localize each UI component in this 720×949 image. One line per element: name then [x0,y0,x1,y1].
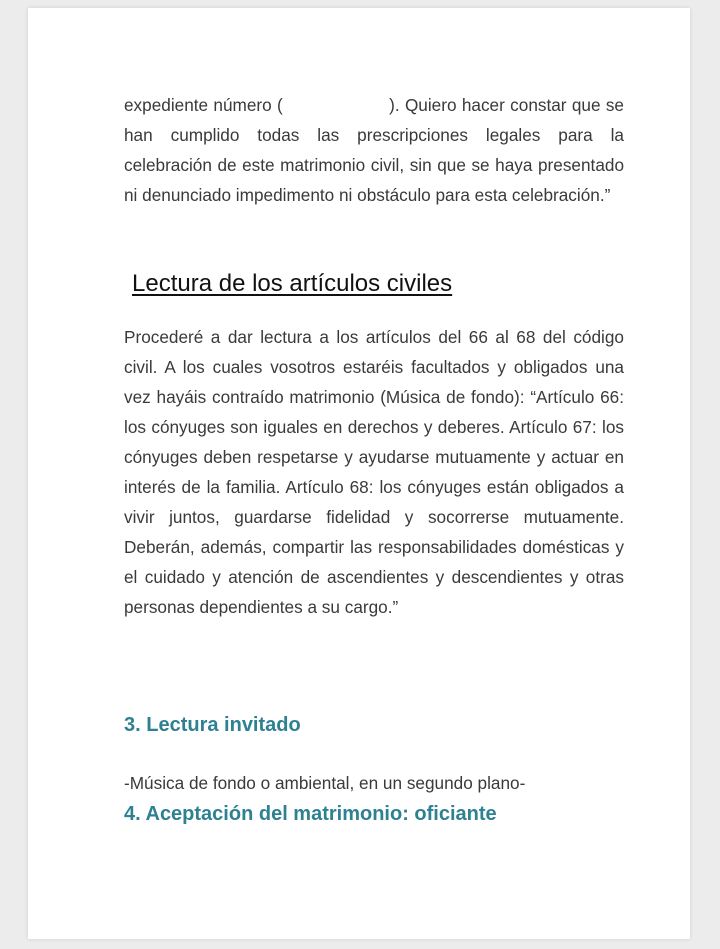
heading-aceptacion-matrimonio: 4. Aceptación del matrimonio: oficiante [124,803,497,825]
paragraph-musica: -Música de fondo o ambiental, en un segundo plano- [124,773,526,794]
document-page [28,8,690,939]
paragraph-expediente: expediente número ( ). Quiero hacer constar que se han cumplido todas las prescripciones legales para la celebración de este matrimonio civil, sin que se haya presentado ni denunciado impedimento ni obstáculo para esta celebración.” [124,95,629,205]
heading-articulos-civiles: Lectura de los artículos civiles [132,270,453,297]
heading-lectura-invitado: 3. Lectura invitado [124,714,301,736]
paragraph-articulos: Procederé a dar lectura a los artículos del 66 al 68 del código civil. A los cuales vosotros estaréis facultados y obligados una vez hayáis contraído matrimonio (Música de fondo): “Artículo 66: los cónyuges son iguales en derechos y deberes. Artículo 67: los cónyuges deben respetarse y ayudarse mutuamente y actuar en interés de la familia. Artículo 68: los cónyuges están obligados a vivir juntos, guardarse fidelidad y socorrerse mutuamente. Deberán, además, compartir las responsabilidades domésticas y el cuidado y atención de ascendientes y descendientes y otras personas dependientes a su cargo.” [124,327,624,617]
